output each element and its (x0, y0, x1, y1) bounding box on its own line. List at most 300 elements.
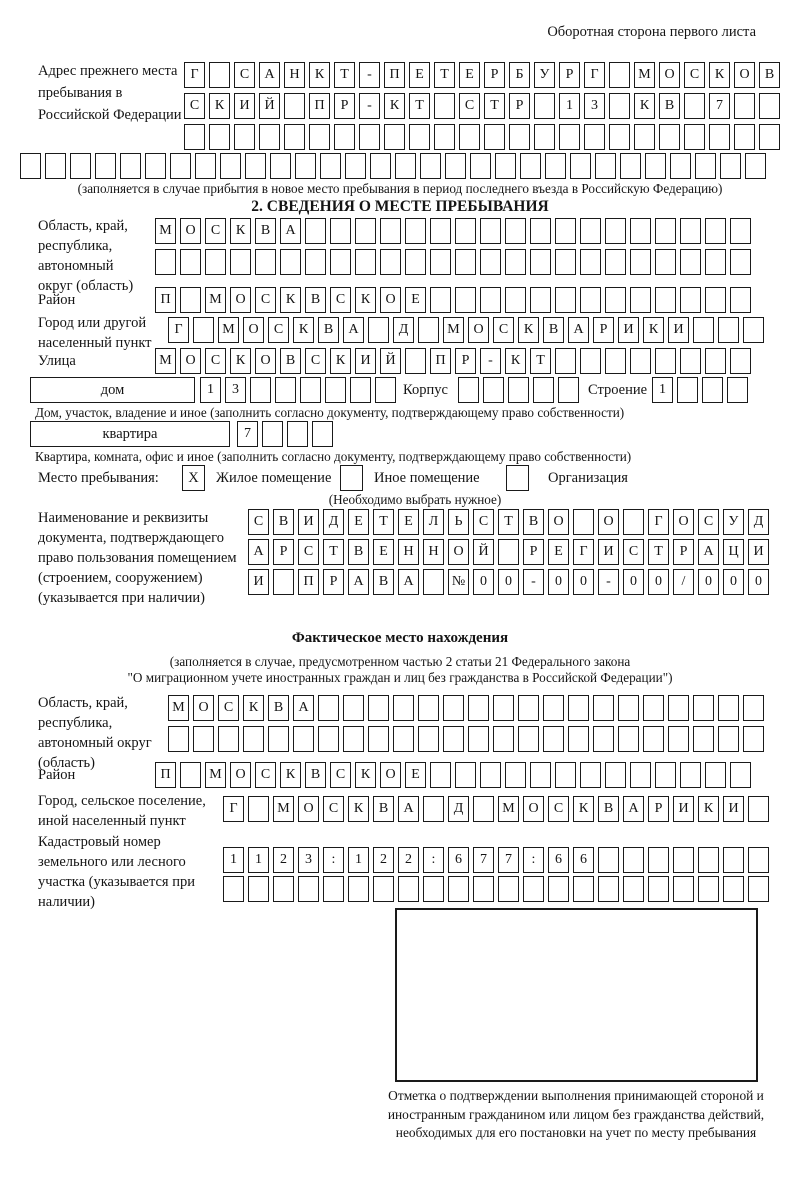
char-cell (458, 377, 479, 403)
prev-address-row1 (184, 62, 780, 88)
char-cell: О (230, 287, 251, 313)
char-cell (618, 726, 639, 752)
char-cell (493, 695, 514, 721)
char-cell (623, 847, 644, 873)
char-cell (734, 93, 755, 119)
char-cell: : (323, 847, 344, 873)
char-cell: К (355, 762, 376, 788)
char-cell (609, 124, 630, 150)
char-cell (605, 218, 626, 244)
char-cell (393, 695, 414, 721)
char-cell: В (305, 762, 326, 788)
char-cell (584, 124, 605, 150)
char-cell (334, 124, 355, 150)
char-cell (743, 726, 764, 752)
char-cell: Л (423, 509, 444, 535)
char-cell (495, 153, 516, 179)
char-cell (262, 421, 283, 447)
char-cell (630, 348, 651, 374)
char-cell: К (518, 317, 539, 343)
char-cell: 0 (473, 569, 494, 595)
char-cell: А (398, 569, 419, 595)
char-cell: Е (398, 509, 419, 535)
char-cell: И (668, 317, 689, 343)
char-cell (555, 218, 576, 244)
char-cell (655, 348, 676, 374)
char-cell: М (205, 287, 226, 313)
char-cell (555, 249, 576, 275)
char-cell (730, 348, 751, 374)
char-cell (348, 876, 369, 902)
char-cell: К (280, 287, 301, 313)
mesto-note: (Необходимо выбрать нужное) (328, 492, 502, 507)
char-cell (445, 153, 466, 179)
char-cell: Т (530, 348, 551, 374)
char-cell (430, 249, 451, 275)
char-cell (318, 695, 339, 721)
char-cell (630, 287, 651, 313)
char-cell (330, 249, 351, 275)
char-cell: Д (393, 317, 414, 343)
char-cell: О (180, 218, 201, 244)
char-cell: - (523, 569, 544, 595)
char-cell (705, 218, 726, 244)
char-cell (533, 377, 554, 403)
char-cell (718, 726, 739, 752)
char-cell (168, 726, 189, 752)
char-cell (655, 249, 676, 275)
char-cell: Р (455, 348, 476, 374)
char-cell (548, 876, 569, 902)
prev-address-row3 (184, 124, 780, 150)
char-cell (273, 876, 294, 902)
char-cell (648, 847, 669, 873)
char-cell (498, 876, 519, 902)
char-cell: С (184, 93, 205, 119)
char-cell (643, 726, 664, 752)
doc-label: Наименование и реквизиты документа, подтверждающего право пользования помещением (строением, сооружением) (указывается при наличии) (38, 510, 237, 606)
char-cell (409, 124, 430, 150)
char-cell: С (234, 62, 255, 88)
char-cell: В (318, 317, 339, 343)
char-cell (355, 218, 376, 244)
char-cell (470, 153, 491, 179)
char-cell (748, 876, 769, 902)
char-cell: Е (409, 62, 430, 88)
char-cell (655, 218, 676, 244)
char-cell: К (505, 348, 526, 374)
char-cell (530, 762, 551, 788)
char-cell: 0 (723, 569, 744, 595)
ulitsa-label: Улица (38, 353, 76, 369)
back-side-note: Оборотная сторона первого листа (547, 24, 756, 40)
doc-row2 (248, 539, 769, 565)
char-cell: - (598, 569, 619, 595)
char-cell (430, 287, 451, 313)
char-cell: Б (509, 62, 530, 88)
char-cell (595, 153, 616, 179)
char-cell: И (248, 569, 269, 595)
char-cell (443, 726, 464, 752)
char-cell (312, 421, 333, 447)
char-cell: 6 (573, 847, 594, 873)
char-cell (248, 876, 269, 902)
char-cell (455, 249, 476, 275)
char-cell: - (359, 62, 380, 88)
char-cell: В (280, 348, 301, 374)
char-cell: С (330, 762, 351, 788)
oblast-label: Область, край, республика, автономный округ (область) (38, 218, 134, 294)
char-cell: О (243, 317, 264, 343)
char-cell (505, 287, 526, 313)
char-cell (723, 876, 744, 902)
char-cell (659, 124, 680, 150)
char-cell (300, 377, 321, 403)
char-cell (468, 695, 489, 721)
char-cell: С (698, 509, 719, 535)
gorod-row (168, 317, 764, 343)
char-cell: Т (498, 509, 519, 535)
char-cell (273, 569, 294, 595)
char-cell: И (598, 539, 619, 565)
char-cell: С (623, 539, 644, 565)
char-cell: В (759, 62, 780, 88)
char-cell: М (273, 796, 294, 822)
char-cell (630, 762, 651, 788)
char-cell (498, 539, 519, 565)
char-cell: 7 (237, 421, 258, 447)
char-cell (518, 726, 539, 752)
kadastr-row1 (223, 847, 769, 873)
char-cell: 3 (298, 847, 319, 873)
char-cell (423, 569, 444, 595)
char-cell: В (659, 93, 680, 119)
char-cell (405, 218, 426, 244)
char-cell: В (598, 796, 619, 822)
char-cell: В (255, 218, 276, 244)
option-zhiloe-label: Жилое помещение (216, 470, 332, 486)
char-cell: И (298, 509, 319, 535)
char-cell (680, 218, 701, 244)
char-cell: К (643, 317, 664, 343)
char-cell (670, 153, 691, 179)
char-cell: Р (648, 796, 669, 822)
char-cell: П (155, 287, 176, 313)
char-cell: М (634, 62, 655, 88)
char-cell (505, 762, 526, 788)
char-cell: А (698, 539, 719, 565)
char-cell (484, 124, 505, 150)
char-cell: / (673, 569, 694, 595)
char-cell (684, 93, 705, 119)
char-cell: 1 (348, 847, 369, 873)
char-cell: С (459, 93, 480, 119)
char-cell (70, 153, 91, 179)
char-cell (448, 876, 469, 902)
char-cell (680, 249, 701, 275)
char-cell (673, 876, 694, 902)
char-cell: Д (748, 509, 769, 535)
char-cell: 6 (548, 847, 569, 873)
char-cell (693, 726, 714, 752)
char-cell (693, 695, 714, 721)
char-cell (20, 153, 41, 179)
char-cell (568, 726, 589, 752)
fact-raion-label: Район (38, 767, 76, 783)
char-cell (709, 124, 730, 150)
char-cell: С (268, 317, 289, 343)
gorod-label: Город или другой населенный пункт (38, 315, 152, 351)
char-cell (618, 695, 639, 721)
char-cell (355, 249, 376, 275)
oblast-row1 (155, 218, 751, 244)
doc-row3 (248, 569, 769, 595)
fact-title: Фактическое место нахождения (291, 630, 509, 646)
char-cell: С (330, 287, 351, 313)
char-cell (759, 124, 780, 150)
char-cell (455, 287, 476, 313)
option-org-label: Организация (548, 470, 628, 486)
char-cell: 3 (225, 377, 246, 403)
char-cell (543, 726, 564, 752)
char-cell (248, 796, 269, 822)
char-cell (293, 726, 314, 752)
char-cell: Р (509, 93, 530, 119)
char-cell: Ц (723, 539, 744, 565)
char-cell: А (568, 317, 589, 343)
char-cell (145, 153, 166, 179)
char-cell: 0 (698, 569, 719, 595)
char-cell: Г (584, 62, 605, 88)
char-cell: К (230, 218, 251, 244)
char-cell: К (384, 93, 405, 119)
char-cell (555, 287, 576, 313)
char-cell (693, 317, 714, 343)
char-cell (680, 287, 701, 313)
char-cell (280, 249, 301, 275)
char-cell (480, 249, 501, 275)
char-cell: К (293, 317, 314, 343)
char-cell (180, 249, 201, 275)
char-cell (359, 124, 380, 150)
char-cell (534, 124, 555, 150)
prev-address-note: (заполняется в случае прибытия в новое место пребывания в период последнего въезда в Российскую Федерацию) (77, 181, 723, 196)
char-cell: К (698, 796, 719, 822)
char-cell (343, 726, 364, 752)
char-cell (655, 287, 676, 313)
char-cell: И (355, 348, 376, 374)
char-cell: А (293, 695, 314, 721)
dom-note: Дом, участок, владение и иное (заполнить согласно документу, подтверждающему право собственности) (35, 405, 625, 420)
char-cell (745, 153, 766, 179)
char-cell: К (209, 93, 230, 119)
char-cell: Р (559, 62, 580, 88)
char-cell: Г (168, 317, 189, 343)
char-cell: Е (405, 287, 426, 313)
char-cell: 7 (709, 93, 730, 119)
residence-type-checkbox-inoe (340, 465, 363, 491)
char-cell: Н (284, 62, 305, 88)
char-cell (568, 695, 589, 721)
fact-oblast-label: Область, край, республика, автономный округ (область) (38, 695, 152, 771)
char-cell (395, 153, 416, 179)
char-cell (598, 847, 619, 873)
char-cell (473, 796, 494, 822)
char-cell (423, 876, 444, 902)
char-cell (759, 93, 780, 119)
char-cell (593, 726, 614, 752)
fact-note1: (заполняется в случае, предусмотренном частью 2 статьи 21 Федерального закона (169, 654, 631, 669)
char-cell (702, 377, 723, 403)
char-cell: Н (423, 539, 444, 565)
char-cell: И (723, 796, 744, 822)
char-cell: 1 (223, 847, 244, 873)
char-cell (268, 726, 289, 752)
stroenie-cells (652, 377, 748, 403)
char-cell: Ь (448, 509, 469, 535)
char-cell: О (298, 796, 319, 822)
residence-type-checkbox-zhiloe: X (182, 465, 205, 491)
char-cell: Т (373, 509, 394, 535)
char-cell: № (448, 569, 469, 595)
char-cell (205, 249, 226, 275)
char-cell: 1 (200, 377, 221, 403)
char-cell (520, 153, 541, 179)
char-cell: М (443, 317, 464, 343)
prev-address-row4 (20, 153, 766, 179)
char-cell (155, 249, 176, 275)
char-cell: С (205, 218, 226, 244)
char-cell: А (259, 62, 280, 88)
fact-raion-row (155, 762, 751, 788)
char-cell: - (359, 93, 380, 119)
char-cell: Т (409, 93, 430, 119)
char-cell (284, 93, 305, 119)
char-cell: А (343, 317, 364, 343)
oblast-row2 (155, 249, 751, 275)
char-cell: 0 (498, 569, 519, 595)
char-cell: К (309, 62, 330, 88)
char-cell: С (493, 317, 514, 343)
char-cell: В (373, 796, 394, 822)
char-cell (243, 726, 264, 752)
char-cell (634, 124, 655, 150)
char-cell (695, 153, 716, 179)
char-cell: Д (323, 509, 344, 535)
char-cell (223, 876, 244, 902)
char-cell: В (523, 509, 544, 535)
char-cell (623, 509, 644, 535)
char-cell (630, 249, 651, 275)
char-cell (543, 695, 564, 721)
residence-type-checkbox-org (506, 465, 529, 491)
char-cell (573, 876, 594, 902)
char-cell (195, 153, 216, 179)
char-cell (320, 153, 341, 179)
char-cell (509, 124, 530, 150)
char-cell (530, 249, 551, 275)
char-cell: Р (334, 93, 355, 119)
char-cell: Й (473, 539, 494, 565)
char-cell: Р (273, 539, 294, 565)
char-cell: 6 (448, 847, 469, 873)
char-cell (605, 762, 626, 788)
kadastr-label: Кадастровый номер земельного или лесного участка (указывается при наличии) (38, 834, 195, 910)
char-cell (384, 124, 405, 150)
char-cell (250, 377, 271, 403)
char-cell (580, 287, 601, 313)
char-cell (230, 249, 251, 275)
char-cell: А (348, 569, 369, 595)
option-inoe-label: Иное помещение (374, 470, 480, 486)
fact-note2: "О миграционном учете иностранных граждан и лиц без гражданства в Российской Федерации") (127, 670, 673, 685)
char-cell (580, 249, 601, 275)
char-cell: В (273, 509, 294, 535)
char-cell (643, 695, 664, 721)
char-cell: А (623, 796, 644, 822)
stamp-caption: Отметка о подтверждении выполнения принимающей стороной и иностранным гражданином или лицом без гражданства действий, необходимых для его постановки на учет по месту пребывания (387, 1088, 765, 1140)
char-cell (170, 153, 191, 179)
char-cell (505, 249, 526, 275)
char-cell: Т (648, 539, 669, 565)
char-cell (534, 93, 555, 119)
char-cell: 7 (473, 847, 494, 873)
char-cell: О (673, 509, 694, 535)
char-cell: : (523, 847, 544, 873)
char-cell: М (155, 218, 176, 244)
char-cell (580, 218, 601, 244)
char-cell (287, 421, 308, 447)
char-cell (730, 762, 751, 788)
char-cell (518, 695, 539, 721)
char-cell (343, 695, 364, 721)
char-cell (398, 876, 419, 902)
char-cell (209, 124, 230, 150)
char-cell (309, 124, 330, 150)
char-cell (580, 762, 601, 788)
char-cell (609, 93, 630, 119)
char-cell (718, 695, 739, 721)
char-cell: - (480, 348, 501, 374)
char-cell (609, 62, 630, 88)
ulitsa-row (155, 348, 751, 374)
char-cell (705, 249, 726, 275)
char-cell (418, 695, 439, 721)
char-cell (443, 695, 464, 721)
fact-oblast-row1 (168, 695, 764, 721)
char-cell (305, 249, 326, 275)
fact-oblast-row2 (168, 726, 764, 752)
char-cell (420, 153, 441, 179)
char-cell (234, 124, 255, 150)
char-cell (545, 153, 566, 179)
char-cell: А (280, 218, 301, 244)
char-cell (558, 377, 579, 403)
char-cell (305, 218, 326, 244)
char-cell (218, 726, 239, 752)
char-cell: А (248, 539, 269, 565)
char-cell: С (255, 762, 276, 788)
char-cell (730, 218, 751, 244)
char-cell: П (298, 569, 319, 595)
char-cell (434, 124, 455, 150)
dom-fieldbox: дом (30, 377, 195, 403)
char-cell (180, 762, 201, 788)
confirmation-stamp-box (395, 908, 758, 1082)
char-cell: М (168, 695, 189, 721)
char-cell: 1 (559, 93, 580, 119)
char-cell: К (348, 796, 369, 822)
